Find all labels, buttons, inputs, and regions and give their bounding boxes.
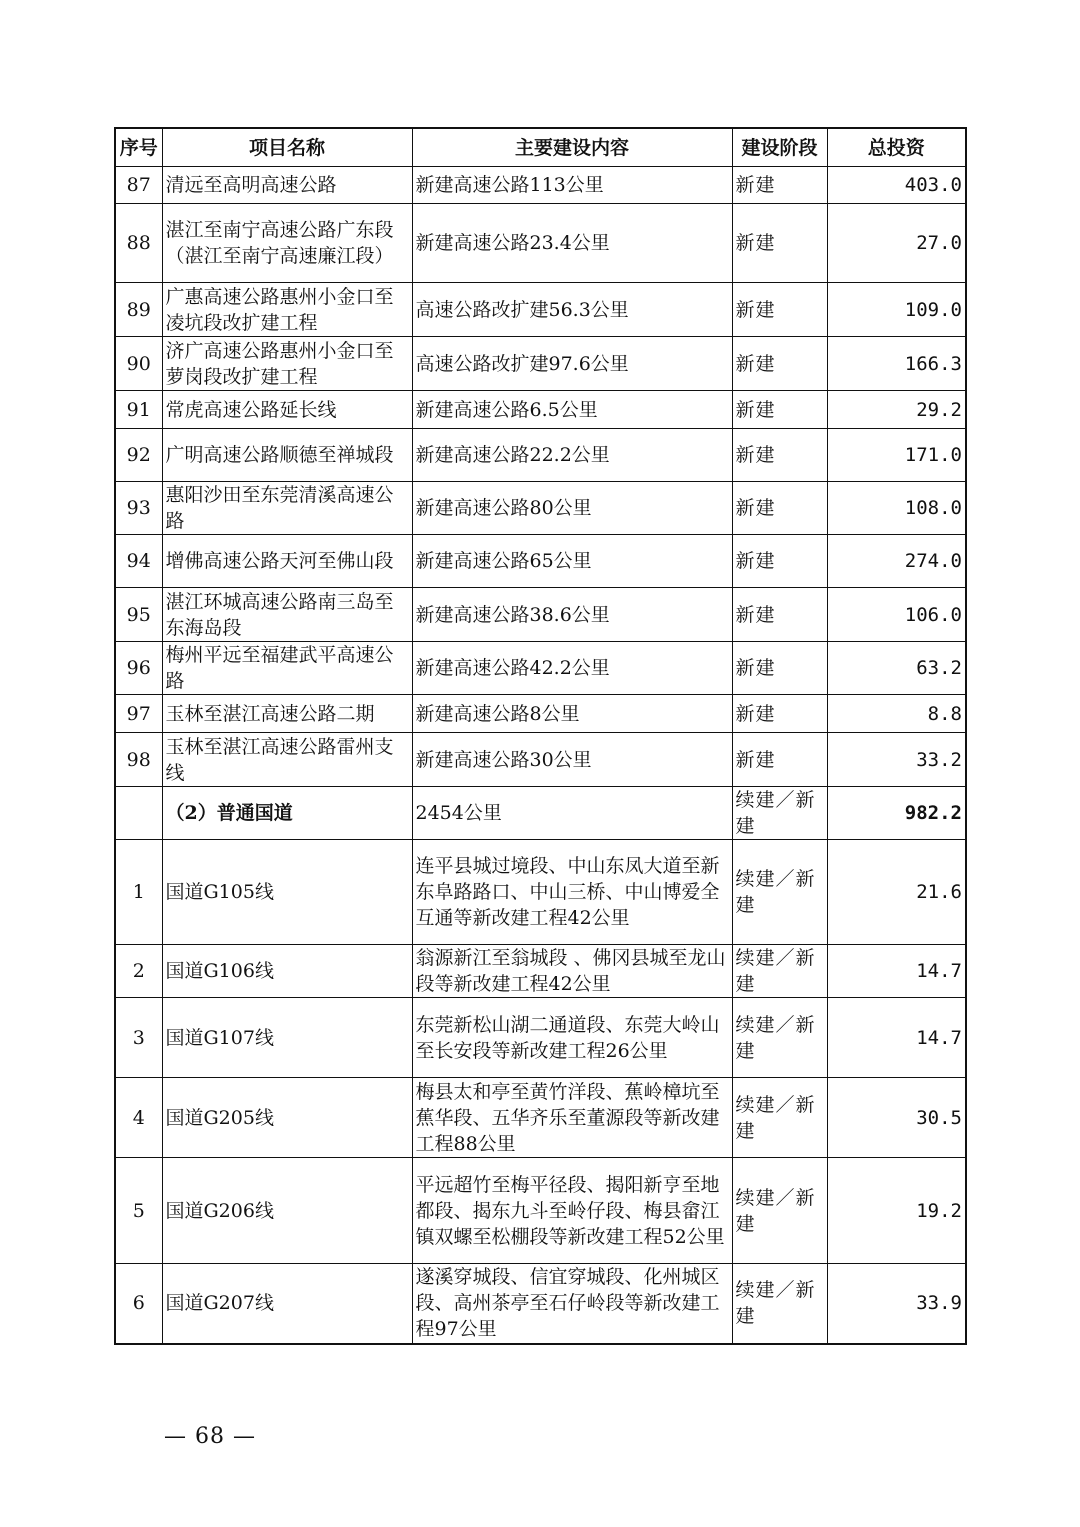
cell-investment: 14.7 — [827, 945, 966, 998]
cell-investment: 982.2 — [827, 787, 966, 840]
cell-stage: 新建 — [732, 642, 827, 695]
cell-no: 98 — [115, 733, 162, 787]
table-row — [115, 391, 966, 429]
cell-content: 遂溪穿城段、信宜穿城段、化州城区段、高州茶亭至石仔岭段等新改建工程97公里 — [412, 1264, 732, 1344]
table-body — [115, 167, 966, 1344]
cell-content: 高速公路改扩建97.6公里 — [412, 337, 732, 391]
cell-project-name: 国道G107线 — [162, 998, 412, 1078]
cell-stage: 新建 — [732, 204, 827, 283]
cell-no: 90 — [115, 337, 162, 391]
cell-stage: 新建 — [732, 283, 827, 337]
table-row — [115, 642, 966, 695]
cell-project-name: 湛江至南宁高速公路广东段（湛江至南宁高速廉江段） — [162, 204, 412, 283]
table-row — [115, 1264, 966, 1344]
cell-project-name: 梅州平远至福建武平高速公路 — [162, 642, 412, 695]
cell-no: 3 — [115, 998, 162, 1078]
cell-content: 高速公路改扩建56.3公里 — [412, 283, 732, 337]
cell-stage: 新建 — [732, 429, 827, 482]
cell-content: 新建高速公路22.2公里 — [412, 429, 732, 482]
cell-investment: 30.5 — [827, 1078, 966, 1158]
cell-project-name: 广惠高速公路惠州小金口至凌坑段改扩建工程 — [162, 283, 412, 337]
cell-investment: 166.3 — [827, 337, 966, 391]
cell-investment: 63.2 — [827, 642, 966, 695]
cell-stage: 续建／新建 — [732, 998, 827, 1078]
page-number: — 68 — — [164, 1424, 256, 1449]
header-content: 主要建设内容 — [412, 128, 732, 167]
cell-content: 连平县城过境段、中山东凤大道至新东阜路路口、中山三桥、中山博爱全互通等新改建工程42公里 — [412, 840, 732, 945]
cell-content: 新建高速公路65公里 — [412, 535, 732, 588]
cell-investment: 29.2 — [827, 391, 966, 429]
cell-no: 91 — [115, 391, 162, 429]
cell-investment: 19.2 — [827, 1158, 966, 1264]
cell-investment: 14.7 — [827, 998, 966, 1078]
cell-stage: 续建／新建 — [732, 1158, 827, 1264]
table-row — [115, 695, 966, 733]
cell-investment: 33.9 — [827, 1264, 966, 1344]
cell-investment: 109.0 — [827, 283, 966, 337]
cell-project-name: 常虎高速公路延长线 — [162, 391, 412, 429]
cell-no: 2 — [115, 945, 162, 998]
table-row — [115, 337, 966, 391]
header-stage: 建设阶段 — [732, 128, 827, 167]
cell-stage: 新建 — [732, 588, 827, 642]
cell-content: 新建高速公路8公里 — [412, 695, 732, 733]
table-row — [115, 998, 966, 1078]
cell-content: 新建高速公路113公里 — [412, 167, 732, 204]
cell-investment: 108.0 — [827, 482, 966, 535]
table-row — [115, 429, 966, 482]
cell-project-name: 国道G206线 — [162, 1158, 412, 1264]
cell-content: 2454公里 — [412, 787, 732, 840]
cell-content: 平远超竹至梅平径段、揭阳新亨至地都段、揭东九斗至岭仔段、梅县畲江镇双螺至松棚段等新改建工程52公里 — [412, 1158, 732, 1264]
cell-content: 新建高速公路23.4公里 — [412, 204, 732, 283]
cell-project-name: 玉林至湛江高速公路二期 — [162, 695, 412, 733]
header-name: 项目名称 — [162, 128, 412, 167]
cell-content: 新建高速公路80公里 — [412, 482, 732, 535]
cell-no: 88 — [115, 204, 162, 283]
header-no: 序号 — [115, 128, 162, 167]
cell-stage: 新建 — [732, 733, 827, 787]
project-table — [114, 127, 967, 1345]
cell-no — [115, 787, 162, 840]
cell-investment: 27.0 — [827, 204, 966, 283]
table-row — [115, 787, 966, 840]
cell-investment: 274.0 — [827, 535, 966, 588]
cell-content: 翁源新江至翁城段 、佛冈县城至龙山段等新改建工程42公里 — [412, 945, 732, 998]
cell-content: 新建高速公路6.5公里 — [412, 391, 732, 429]
cell-no: 97 — [115, 695, 162, 733]
cell-no: 92 — [115, 429, 162, 482]
table-row — [115, 167, 966, 204]
header-investment: 总投资 — [827, 128, 966, 167]
cell-investment: 106.0 — [827, 588, 966, 642]
cell-no: 96 — [115, 642, 162, 695]
table-row — [115, 733, 966, 787]
cell-project-name: 增佛高速公路天河至佛山段 — [162, 535, 412, 588]
cell-stage: 续建／新建 — [732, 840, 827, 945]
table-row — [115, 482, 966, 535]
table-row — [115, 588, 966, 642]
cell-investment: 403.0 — [827, 167, 966, 204]
cell-investment: 21.6 — [827, 840, 966, 945]
cell-no: 4 — [115, 1078, 162, 1158]
cell-no: 6 — [115, 1264, 162, 1344]
cell-no: 5 — [115, 1158, 162, 1264]
cell-no: 89 — [115, 283, 162, 337]
cell-content: 梅县太和亭至黄竹洋段、蕉岭樟坑至蕉华段、五华齐乐至董源段等新改建工程88公里 — [412, 1078, 732, 1158]
table-row — [115, 535, 966, 588]
table-row — [115, 1078, 966, 1158]
cell-no: 1 — [115, 840, 162, 945]
cell-stage: 新建 — [732, 535, 827, 588]
cell-content: 新建高速公路30公里 — [412, 733, 732, 787]
cell-stage: 续建／新建 — [732, 1078, 827, 1158]
cell-content: 东莞新松山湖二通道段、东莞大岭山至长安段等新改建工程26公里 — [412, 998, 732, 1078]
cell-investment: 171.0 — [827, 429, 966, 482]
cell-project-name: 国道G106线 — [162, 945, 412, 998]
cell-no: 87 — [115, 167, 162, 204]
cell-content: 新建高速公路38.6公里 — [412, 588, 732, 642]
cell-stage: 续建／新建 — [732, 945, 827, 998]
cell-no: 94 — [115, 535, 162, 588]
table-row — [115, 283, 966, 337]
cell-project-name: （2）普通国道 — [162, 787, 412, 840]
cell-project-name: 广明高速公路顺德至禅城段 — [162, 429, 412, 482]
cell-investment: 33.2 — [827, 733, 966, 787]
cell-stage: 新建 — [732, 337, 827, 391]
table-row — [115, 1158, 966, 1264]
cell-project-name: 国道G205线 — [162, 1078, 412, 1158]
cell-project-name: 玉林至湛江高速公路雷州支线 — [162, 733, 412, 787]
cell-investment: 8.8 — [827, 695, 966, 733]
table-row — [115, 945, 966, 998]
cell-stage: 新建 — [732, 167, 827, 204]
cell-project-name: 惠阳沙田至东莞清溪高速公路 — [162, 482, 412, 535]
cell-project-name: 济广高速公路惠州小金口至萝岗段改扩建工程 — [162, 337, 412, 391]
cell-project-name: 湛江环城高速公路南三岛至东海岛段 — [162, 588, 412, 642]
cell-project-name: 清远至高明高速公路 — [162, 167, 412, 204]
cell-project-name: 国道G207线 — [162, 1264, 412, 1344]
cell-stage: 新建 — [732, 391, 827, 429]
table-row — [115, 840, 966, 945]
cell-project-name: 国道G105线 — [162, 840, 412, 945]
cell-stage: 续建／新建 — [732, 1264, 827, 1344]
table-row — [115, 204, 966, 283]
cell-no: 93 — [115, 482, 162, 535]
cell-no: 95 — [115, 588, 162, 642]
table-header-row — [115, 128, 966, 167]
cell-stage: 新建 — [732, 482, 827, 535]
cell-stage: 续建／新建 — [732, 787, 827, 840]
cell-stage: 新建 — [732, 695, 827, 733]
cell-content: 新建高速公路42.2公里 — [412, 642, 732, 695]
